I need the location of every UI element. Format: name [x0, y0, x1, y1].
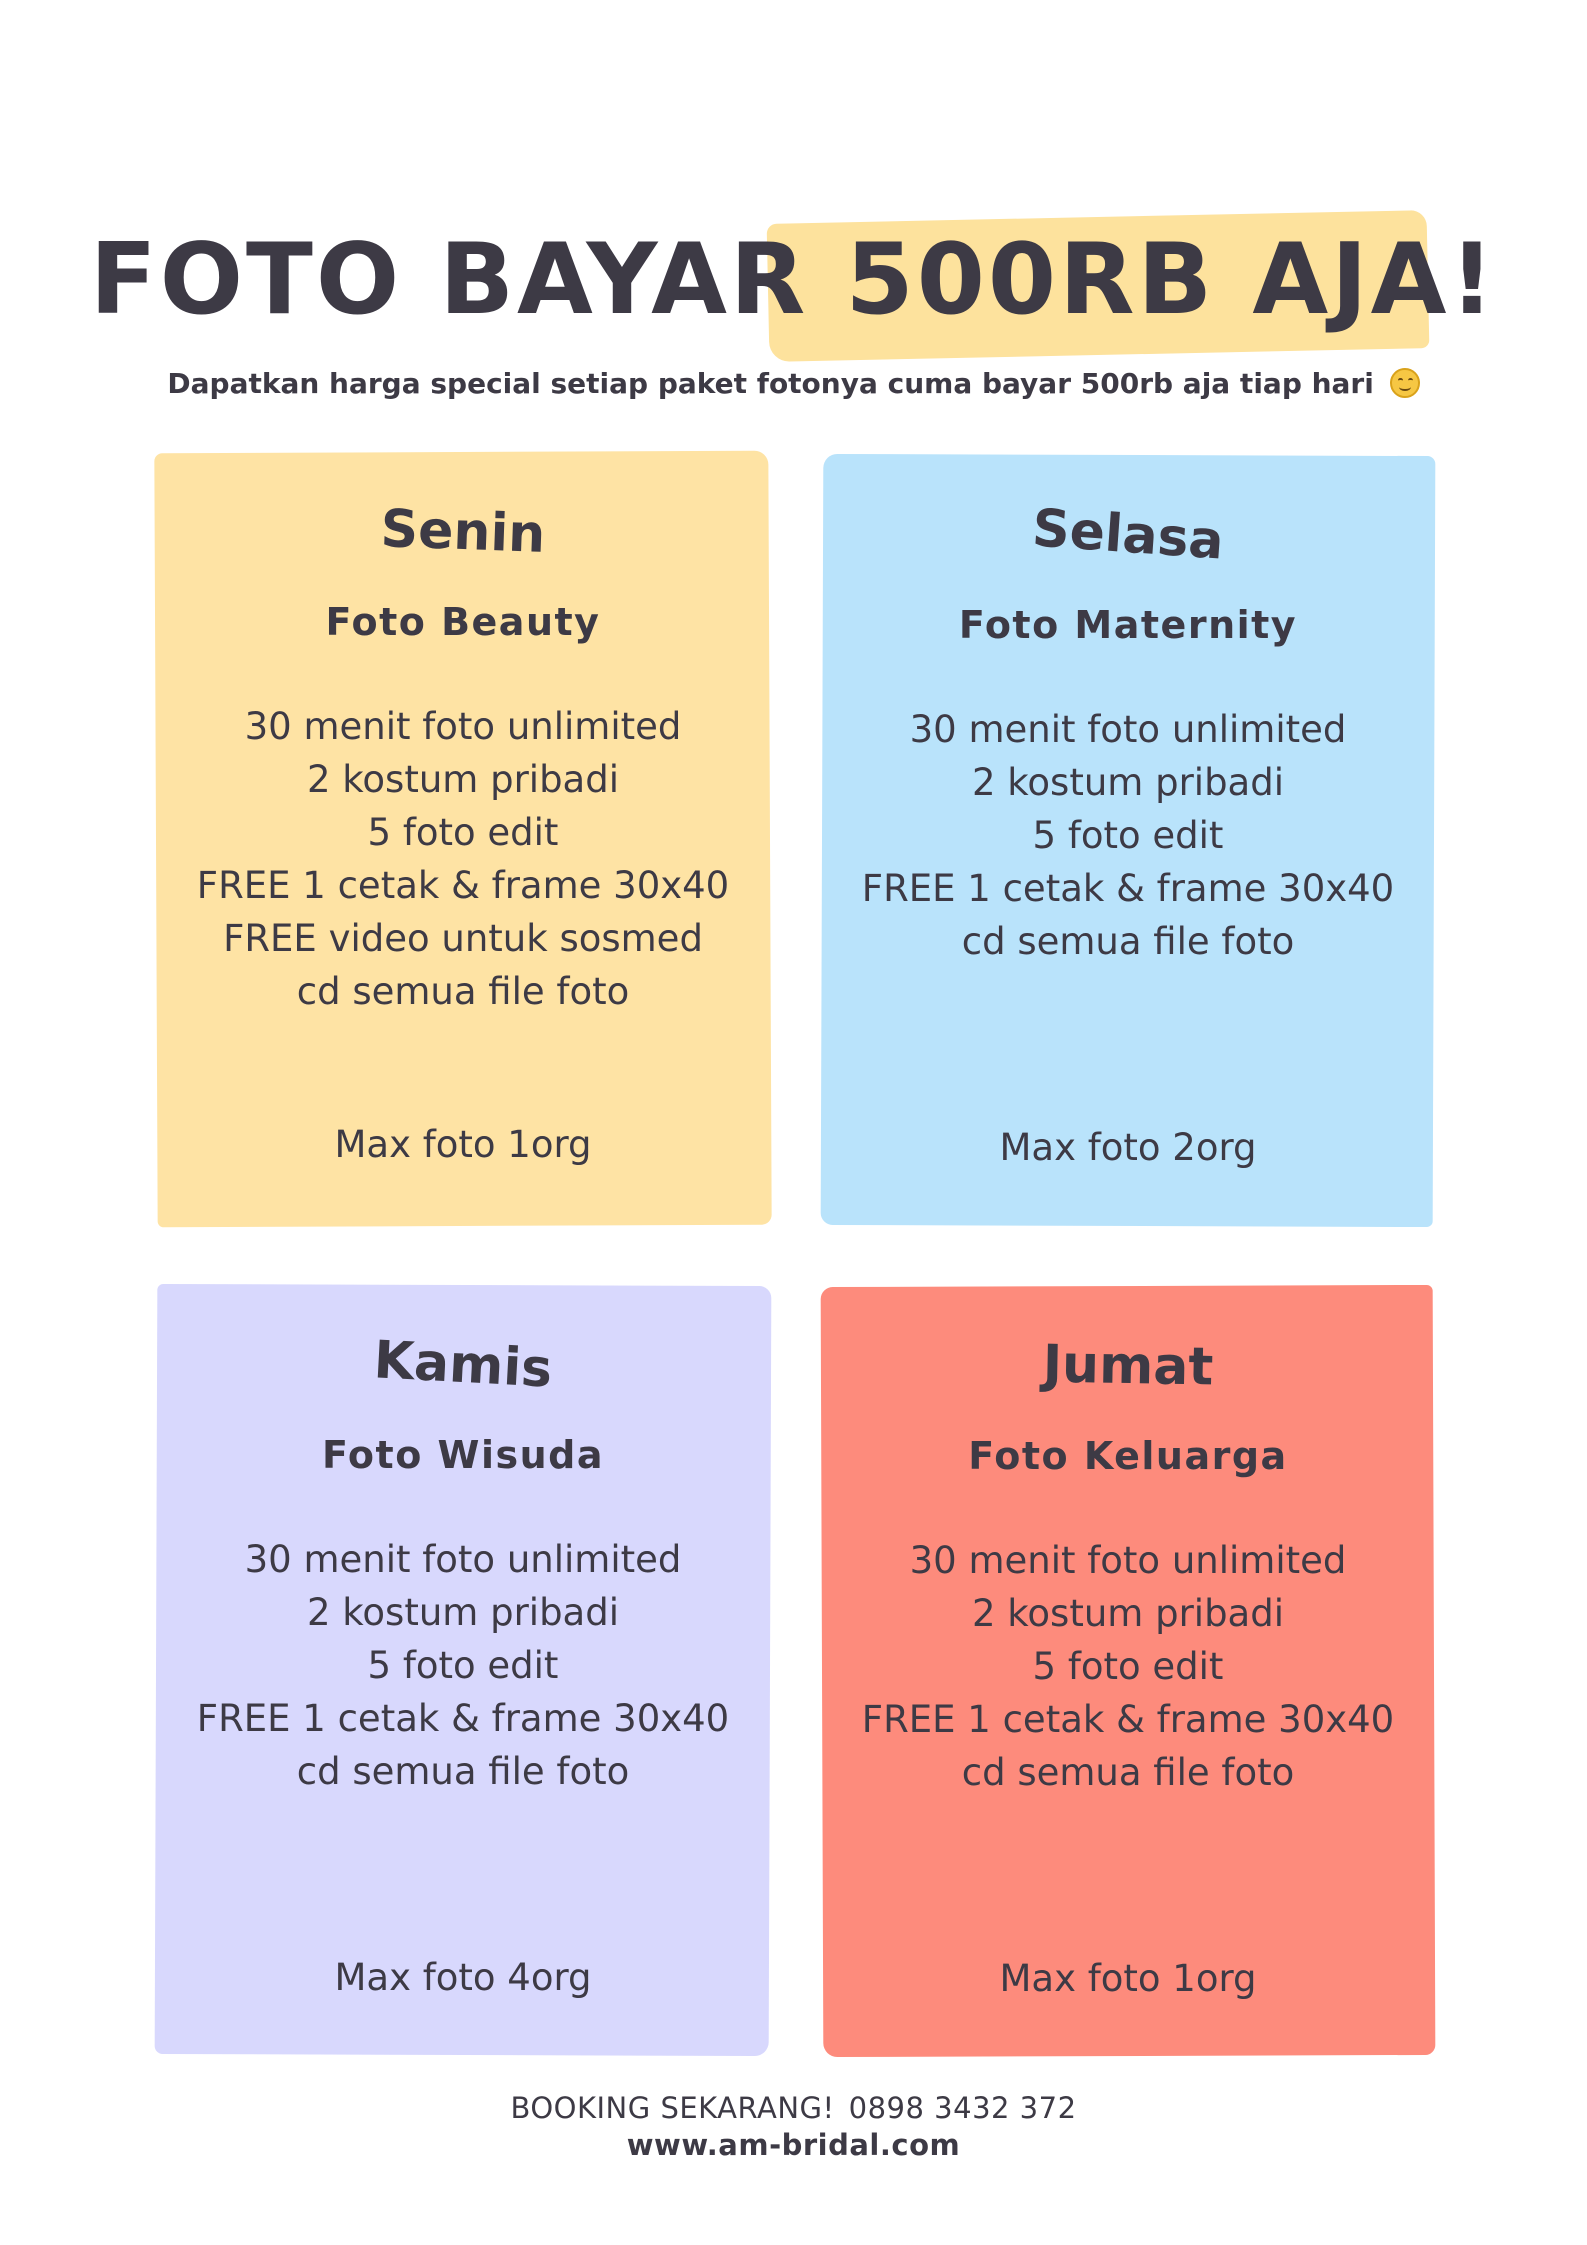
card-day: Kamis: [372, 1330, 554, 1400]
card-max-people: Max foto 1org: [334, 1123, 592, 1166]
subtitle: [0, 364, 1587, 404]
feature-item: FREE video untuk sosmed: [223, 917, 703, 960]
card-max-people: Max foto 2org: [999, 1126, 1257, 1169]
title-part1: FOTO BAYAR: [89, 223, 846, 337]
feature-item: 2 kostum pribadi: [307, 1591, 619, 1634]
feature-item: 2 kostum pribadi: [972, 761, 1284, 804]
feature-item: FREE 1 cetak & frame 30x40: [196, 864, 730, 907]
smiling-face-icon: [1390, 368, 1420, 398]
feature-item: cd semua file foto: [961, 1751, 1295, 1794]
card-package: Foto Keluarga: [968, 1434, 1288, 1478]
card-kamis: [156, 1285, 770, 2055]
feature-item: 5 foto edit: [1032, 1645, 1224, 1688]
title-block: [0, 205, 1587, 355]
card-day: Senin: [379, 499, 547, 565]
feature-item: FREE 1 cetak & frame 30x40: [861, 1698, 1395, 1741]
feature-list: [156, 700, 770, 1018]
feature-item: 2 kostum pribadi: [307, 758, 619, 801]
card-max-people: Max foto 4org: [334, 1956, 592, 1999]
phone-number: 0898 3432 372: [848, 2091, 1077, 2125]
card-package: Foto Wisuda: [322, 1433, 604, 1477]
card-senin: [156, 452, 770, 1226]
card-package: Foto Maternity: [958, 603, 1298, 647]
feature-item: 5 foto edit: [367, 811, 559, 854]
card-day: Jumat: [1042, 1334, 1214, 1398]
feature-list: [822, 1534, 1434, 1799]
card-selasa: [822, 455, 1434, 1226]
card-jumat: [822, 1286, 1434, 2056]
subtitle-text: Dapatkan harga special setiap paket fotonya cuma bayar 500rb aja tiap hari: [167, 367, 1374, 400]
feature-item: 30 menit foto unlimited: [244, 705, 682, 748]
booking-label: BOOKING SEKARANG!: [510, 2091, 835, 2125]
title-highlight-text: 500RB AJA!: [845, 223, 1498, 337]
feature-item: 30 menit foto unlimited: [909, 1539, 1347, 1582]
card-package: Foto Beauty: [325, 600, 601, 644]
feature-item: cd semua file foto: [961, 920, 1295, 963]
footer-booking: [0, 2088, 1587, 2128]
card-day: Selasa: [1030, 498, 1226, 572]
page-title: [0, 225, 1587, 335]
feature-list: [822, 703, 1434, 968]
feature-item: 2 kostum pribadi: [972, 1592, 1284, 1635]
feature-item: 30 menit foto unlimited: [244, 1538, 682, 1581]
feature-list: [156, 1533, 770, 1798]
feature-item: 30 menit foto unlimited: [909, 708, 1347, 751]
feature-item: cd semua file foto: [296, 1750, 630, 1793]
feature-item: FREE 1 cetak & frame 30x40: [861, 867, 1395, 910]
feature-item: 5 foto edit: [367, 1644, 559, 1687]
feature-item: cd semua file foto: [296, 970, 630, 1013]
feature-item: 5 foto edit: [1032, 814, 1224, 857]
feature-item: FREE 1 cetak & frame 30x40: [196, 1697, 730, 1740]
card-max-people: Max foto 1org: [999, 1957, 1257, 2000]
footer-website: www.am-bridal.com: [626, 2128, 961, 2162]
